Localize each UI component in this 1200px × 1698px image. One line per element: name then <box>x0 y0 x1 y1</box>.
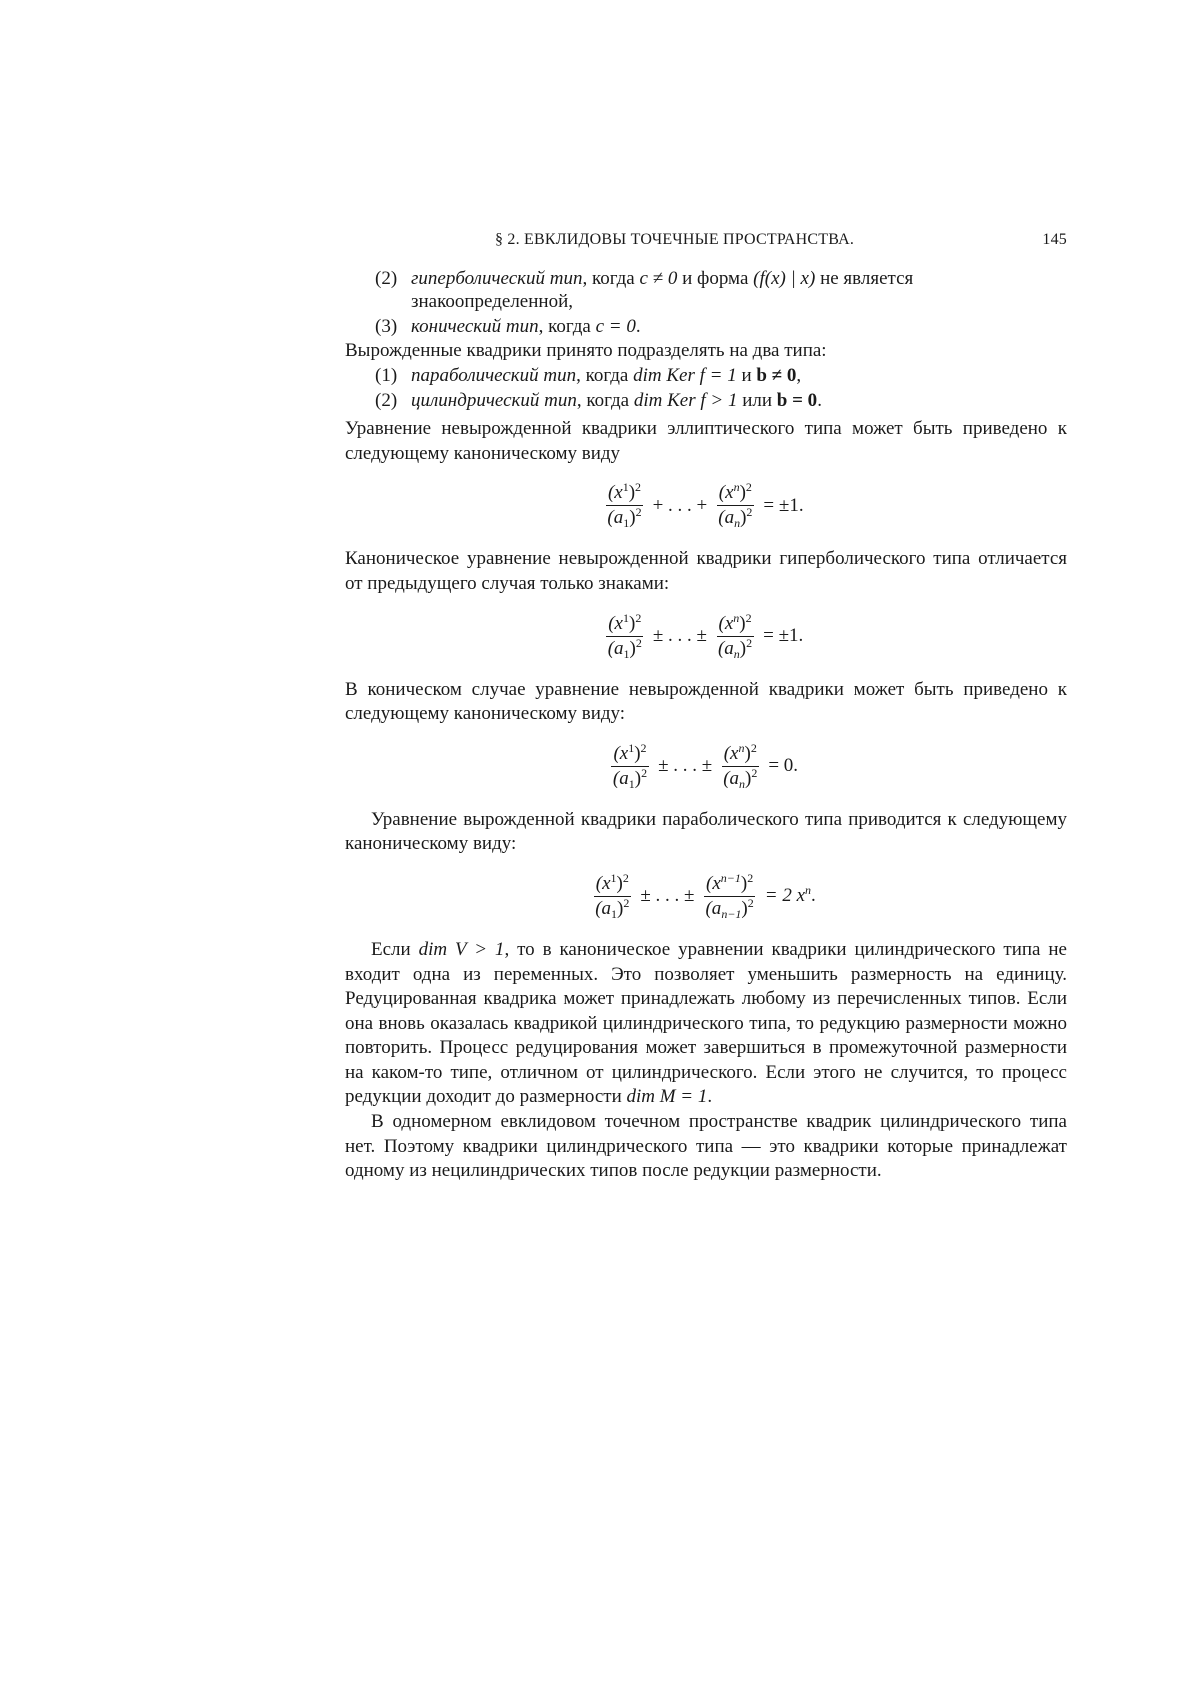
superscript: 1 <box>628 741 634 755</box>
text: , когда <box>576 365 633 386</box>
superscript: 2 <box>636 636 642 650</box>
list-number: (2) <box>375 389 411 414</box>
superscript: n <box>733 611 739 625</box>
math: (a <box>718 638 734 659</box>
paragraph-hyperbolic: Каноническое уравнение невырожденной квадрики гиперболического типа отличается от предыдущего случая только знаками: <box>345 547 1067 596</box>
fraction <box>716 613 754 660</box>
fraction <box>593 873 631 920</box>
subscript: n <box>739 777 745 791</box>
superscript: 2 <box>623 896 629 910</box>
text: , когда <box>577 390 634 411</box>
list-item-conic <box>345 315 1067 340</box>
section-title: § 2. ЕВКЛИДОВЫ ТОЧЕЧНЫЕ ПРОСТРАНСТВА. <box>495 228 854 253</box>
superscript: n <box>805 883 811 897</box>
math: (x <box>724 743 739 764</box>
subscript: 1 <box>623 516 629 530</box>
denominator <box>611 767 649 790</box>
text: , когда <box>583 268 640 289</box>
operator: ± . . . ± <box>658 754 712 779</box>
math: ) <box>635 768 641 789</box>
math: ) <box>740 638 746 659</box>
list-body <box>411 267 1067 292</box>
math: dim Ker f > 1 <box>634 390 738 411</box>
superscript: 2 <box>635 480 641 494</box>
math: = 2 x <box>765 885 805 906</box>
rhs: = ±1. <box>763 494 803 519</box>
math: ) <box>741 873 747 894</box>
formula-parabolic <box>345 873 1067 920</box>
superscript: 1 <box>611 871 617 885</box>
text: , <box>796 365 801 386</box>
math: (x <box>613 743 628 764</box>
paragraph-one-dimensional: В одномерном евклидовом точечном пространстве квадрик цилиндрического типа нет. Поэтому квадрики цилиндрического типа — это квадрики которые принадлежат одному из нецилиндрических типов после редукции размерности. <box>345 1110 1067 1184</box>
operator: ± . . . ± <box>640 884 694 909</box>
paragraph-parabolic: Уравнение вырожденной квадрики параболического типа приводится к следующему каноническому виду: <box>345 808 1067 857</box>
formula-elliptic <box>345 482 1067 529</box>
numerator <box>722 743 759 767</box>
text: . <box>636 316 641 337</box>
degenerate-intro: Вырожденные квадрики принято подразделять на два типа: <box>345 339 1067 364</box>
text: не является <box>815 268 913 289</box>
math: ) <box>617 898 623 919</box>
math: ) <box>629 507 635 528</box>
numerator <box>704 873 755 897</box>
math: dim V > 1 <box>419 939 505 960</box>
list-body <box>411 364 1067 389</box>
superscript: 2 <box>746 636 752 650</box>
subscript: n <box>734 647 740 661</box>
text: , то в каноническое уравнении квадрики цилиндрического типа не входит одна из переменных. Это позволяет уменьшить размерность на единицу. Редуцированная квадрика может принадлежать любому из перечисленных типов. Если она вновь оказалась квадрикой цилиндрического типа, то редукцию размерности можно повторить. Процесс редуцирования может завершиться в промежуточной размерности на каком-то типе, отличном от цилиндрического. Если этого не случится, то процесс редукции доходит до размерности <box>345 939 1067 1108</box>
page <box>345 228 1067 1184</box>
superscript: 2 <box>746 505 752 519</box>
superscript: 2 <box>623 871 629 885</box>
math: ) <box>617 873 623 894</box>
math: (x <box>608 613 623 634</box>
list-number: (2) <box>375 267 411 292</box>
superscript: n <box>734 480 740 494</box>
math: ) <box>630 638 636 659</box>
fraction <box>611 743 649 790</box>
term: гиперболический тип <box>411 268 583 289</box>
superscript: n <box>738 741 744 755</box>
math: (f(x) | x) <box>753 268 815 289</box>
denominator <box>721 767 759 790</box>
subscript: 1 <box>624 647 630 661</box>
math: (a <box>718 507 734 528</box>
text: , когда <box>539 316 596 337</box>
math: (a <box>613 768 629 789</box>
math: ) <box>740 507 746 528</box>
math: (x <box>719 613 734 634</box>
rhs: = ±1. <box>763 624 803 649</box>
numerator <box>606 613 643 637</box>
list-item-parabolic <box>345 364 1067 389</box>
math: (a <box>608 638 624 659</box>
term: цилиндрический тип <box>411 390 577 411</box>
list-body <box>411 389 1067 414</box>
subscript: n−1 <box>721 907 741 921</box>
list-continuation: знакоопределенной, <box>345 290 1067 315</box>
math: . <box>811 885 816 906</box>
numerator <box>611 743 648 767</box>
superscript: n−1 <box>721 871 741 885</box>
list-item-hyperbolic <box>345 267 1067 292</box>
paragraph-conic: В коническом случае уравнение невырожденной квадрики может быть приведено к следующему каноническому виду: <box>345 678 1067 727</box>
rhs: = 0. <box>768 754 798 779</box>
superscript: 2 <box>747 871 753 885</box>
math: ) <box>745 768 751 789</box>
math: dim M = 1 <box>626 1086 707 1107</box>
list-body <box>411 315 1067 340</box>
math-bold: b ≠ 0 <box>756 365 796 386</box>
fraction <box>606 613 644 660</box>
operator: + . . . + <box>653 494 708 519</box>
fraction <box>703 873 755 920</box>
math: ) <box>739 613 745 634</box>
term: конический тип <box>411 316 539 337</box>
paragraph-cylindrical <box>345 938 1067 1110</box>
math: ) <box>744 743 750 764</box>
superscript: 1 <box>623 611 629 625</box>
superscript: 2 <box>635 611 641 625</box>
denominator <box>716 506 754 529</box>
page-number: 145 <box>1042 228 1067 253</box>
text: и <box>737 365 757 386</box>
denominator <box>716 637 754 660</box>
math: (a <box>607 507 623 528</box>
formula-hyperbolic <box>345 613 1067 660</box>
superscript: 2 <box>751 741 757 755</box>
denominator <box>606 637 644 660</box>
denominator <box>605 506 643 529</box>
operator: ± . . . ± <box>653 624 707 649</box>
superscript: 1 <box>623 480 629 494</box>
superscript: 2 <box>641 766 647 780</box>
math: dim Ker f = 1 <box>633 365 737 386</box>
subscript: n <box>734 516 740 530</box>
fraction <box>721 743 759 790</box>
denominator <box>703 897 755 920</box>
numerator <box>594 873 631 897</box>
denominator <box>593 897 631 920</box>
math: ) <box>629 482 635 503</box>
running-head <box>345 228 1067 253</box>
rhs <box>765 884 816 909</box>
math: ) <box>634 743 640 764</box>
paragraph-elliptic: Уравнение невырожденной квадрики эллиптического типа может быть приведено к следующему каноническому виду <box>345 417 1067 466</box>
fraction <box>716 482 754 529</box>
list-item-cylindrical <box>345 389 1067 414</box>
numerator <box>717 613 754 637</box>
math: c ≠ 0 <box>639 268 677 289</box>
formula-conic <box>345 743 1067 790</box>
math: ) <box>629 613 635 634</box>
numerator <box>717 482 754 506</box>
math: ) <box>740 482 746 503</box>
math: (a <box>705 898 721 919</box>
superscript: 2 <box>748 896 754 910</box>
math: (x <box>706 873 721 894</box>
math: c = 0 <box>596 316 636 337</box>
superscript: 2 <box>636 505 642 519</box>
text: . <box>707 1086 712 1107</box>
list-number: (3) <box>375 315 411 340</box>
superscript: 2 <box>746 480 752 494</box>
superscript: 2 <box>751 766 757 780</box>
math: (a <box>723 768 739 789</box>
text: . <box>817 390 822 411</box>
math: ) <box>741 898 747 919</box>
subscript: 1 <box>611 907 617 921</box>
list-number: (1) <box>375 364 411 389</box>
text: и форма <box>677 268 753 289</box>
math: (x <box>719 482 734 503</box>
text: или <box>737 390 776 411</box>
superscript: 2 <box>641 741 647 755</box>
subscript: 1 <box>629 777 635 791</box>
math-bold: b = 0 <box>777 390 817 411</box>
term: параболический тип <box>411 365 576 386</box>
fraction <box>605 482 643 529</box>
text: Если <box>371 939 419 960</box>
math: (a <box>595 898 611 919</box>
superscript: 2 <box>746 611 752 625</box>
math: (x <box>596 873 611 894</box>
math: (x <box>608 482 623 503</box>
numerator <box>606 482 643 506</box>
